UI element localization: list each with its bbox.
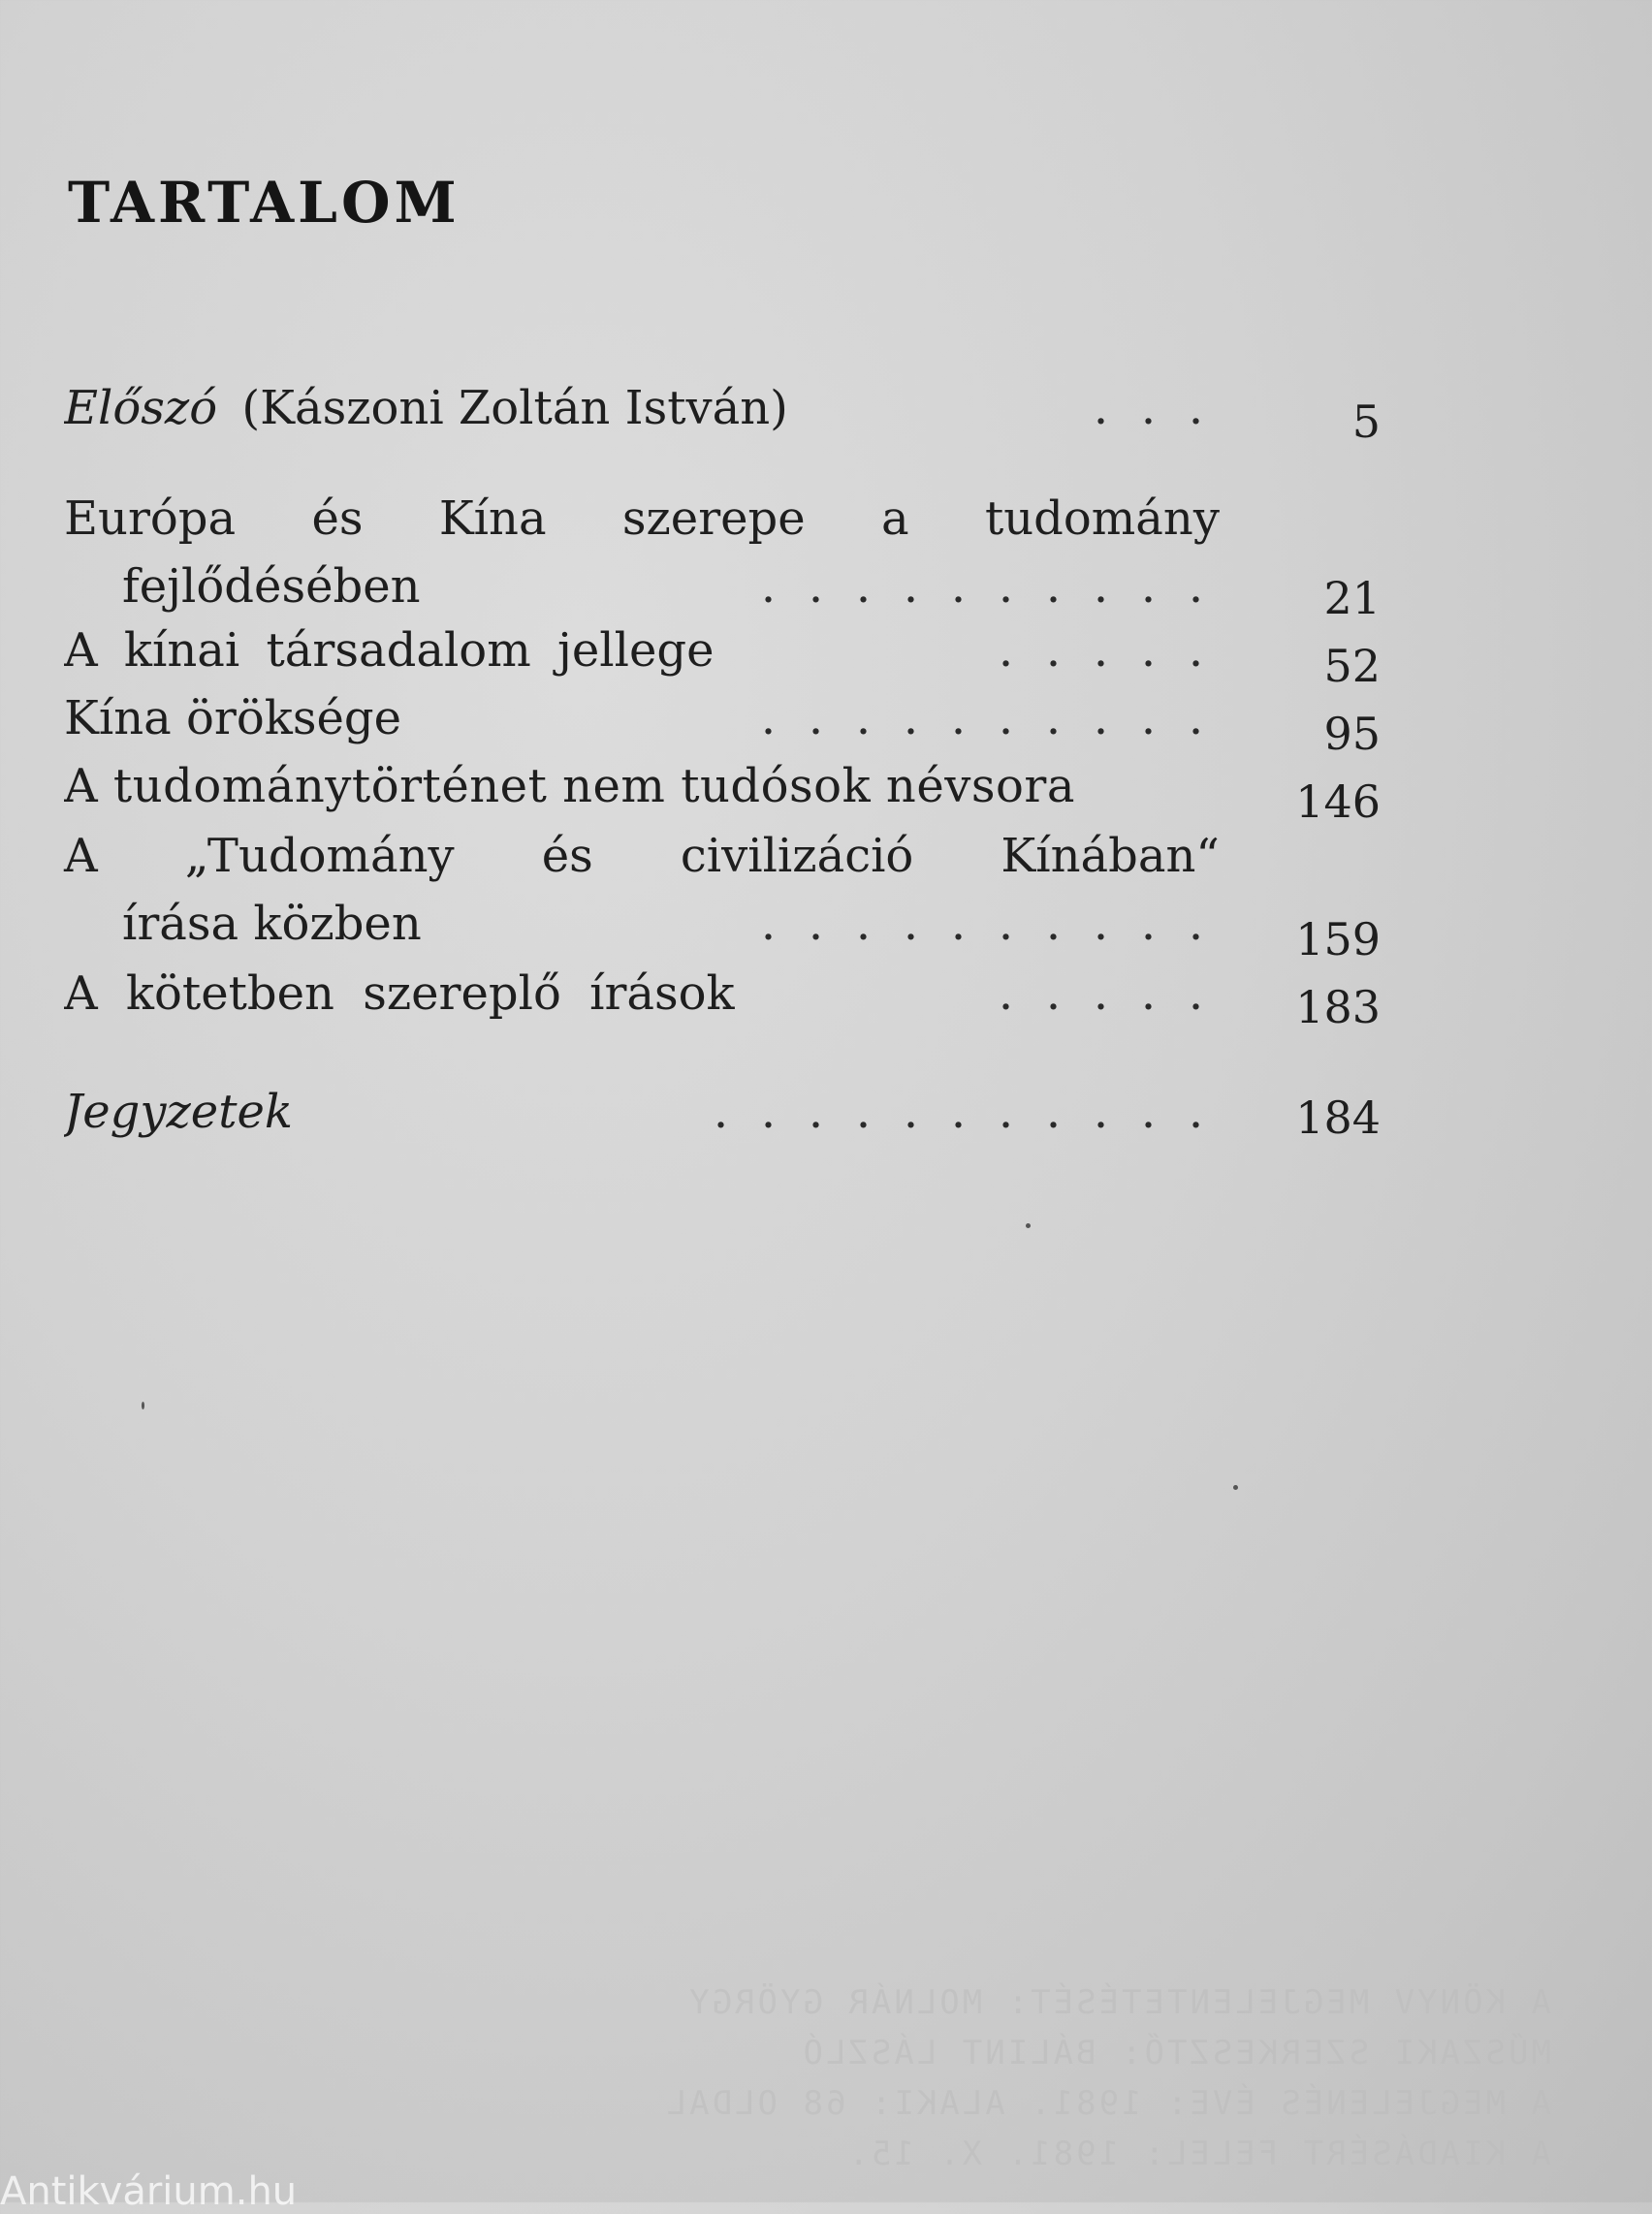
leader-dots: . . . . . (998, 966, 1204, 1021)
toc-entry-notes (64, 1078, 1220, 1146)
paper-speck (1026, 1223, 1031, 1228)
toc-entry-history-of-science (64, 752, 1220, 820)
leader-dots: . . . . . (998, 623, 1204, 678)
toc-entry-title: A tudománytörténet nem tudósok névsora (64, 759, 1075, 813)
toc-entry-title-line2: írása közben (122, 897, 422, 951)
toc-entry-preface (64, 374, 1220, 442)
toc-entry-row (64, 374, 1220, 442)
bleed-through-text: A KÖNYV MEGJELENTETÉSÉT: MOLNÁR GYÖRGY MŰSZAKI SZERKESZTŐ: BÁLINT LÁSZLÓ A MEGJELENÉS ÉVE: 1981. ALAKI: 68 OLDAL A KIADÁSÉRT FELEL: 1981. X. 15. (663, 1983, 1551, 2173)
toc-page-number: 183 (1295, 981, 1381, 1033)
toc-entry-row (64, 684, 1220, 752)
leader-dots: . . . (1093, 381, 1204, 435)
leader-dots: . . . . . . . . . . (760, 897, 1204, 951)
toc-entry-europe-china (64, 485, 1220, 620)
toc-entry-row (64, 752, 1220, 820)
toc-page-number: 184 (1295, 1091, 1381, 1144)
toc-entry-row (64, 617, 1220, 684)
toc-entry-row (64, 960, 1220, 1028)
toc-entry-chinese-society (64, 617, 1220, 684)
toc-page-number: 52 (1323, 640, 1381, 692)
leader-dots: . . . . . . . . . . (760, 691, 1204, 745)
toc-entry-title: (Kászoni Zoltán István) (241, 381, 788, 435)
toc-entry-writings (64, 960, 1220, 1028)
toc-entry-china-heritage (64, 684, 1220, 752)
leader-dots: . . . . . . . . . . . (713, 1085, 1204, 1139)
toc-page-number: 95 (1323, 708, 1381, 760)
toc-entry-title: A kínai társadalom jellege (64, 623, 715, 678)
toc-entry-row (122, 553, 1220, 620)
toc-entry-science-civilisation (64, 822, 1220, 958)
toc-entry-title-line1: Európa és Kína szerepe a tudomány (64, 491, 1220, 546)
paper-speck (1233, 1485, 1238, 1490)
toc-page-number: 159 (1295, 913, 1381, 965)
toc-entry-title-italic: Előszó (64, 381, 218, 435)
toc-page-number: 5 (1351, 395, 1381, 448)
toc-entry-title-italic: Jegyzetek (64, 1085, 293, 1139)
toc-page-number: 21 (1323, 572, 1381, 624)
leader-dots: . . . . . . . . . . (760, 559, 1204, 614)
toc-page-number: 146 (1295, 775, 1381, 828)
toc-entry-row (122, 890, 1220, 958)
toc-entry-title-line1: A „Tudomány és civilizáció Kínában“ (64, 829, 1220, 883)
toc-entry-title: Kína öröksége (64, 691, 401, 745)
watermark-text: Antikvárium.hu (0, 2169, 298, 2214)
toc-entry-row (64, 1078, 1220, 1146)
paper-speck (142, 1402, 144, 1409)
toc-entry-title-line2: fejlődésében (122, 559, 421, 614)
toc-entry-title: A kötetben szereplő írások (64, 966, 735, 1021)
toc-heading: TARTALOM (68, 170, 461, 236)
